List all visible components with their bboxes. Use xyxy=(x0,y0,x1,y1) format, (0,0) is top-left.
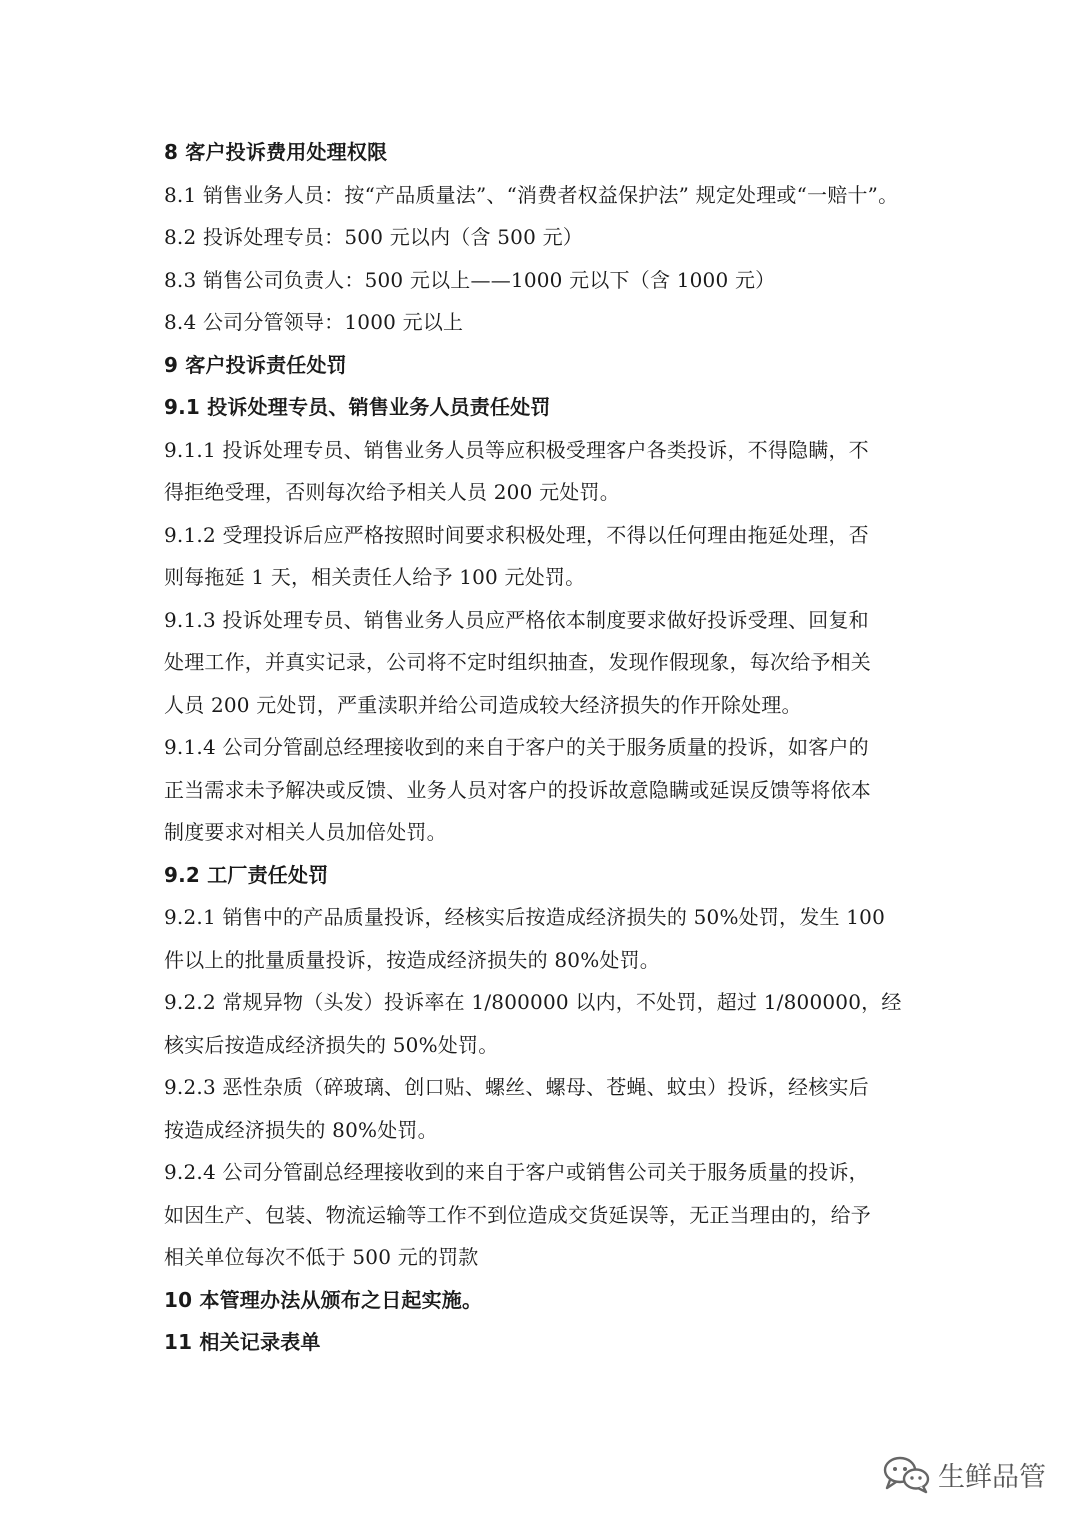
text-line: 8.1 销售业务人员：按“产品质量法”、“消费者权益保护法” 规定处理或“一赔十”。 xyxy=(164,182,899,207)
wechat-icon xyxy=(880,1452,932,1496)
text-line: 9.1.4 公司分管副总经理接收到的来自于客户的关于服务质量的投诉，如客户的 xyxy=(164,735,869,759)
text-line: 9.1.2 受理投诉后应严格按照时间要求积极处理，不得以任何理由拖延处理，否 xyxy=(164,522,869,547)
section-heading: 9.1 投诉处理专员、销售业务人员责任处罚 xyxy=(164,395,551,419)
watermark-text: 生鲜品管 xyxy=(938,1461,1046,1493)
text-line: 则每拖延 1 天，相关责任人给予 100 元处罚。 xyxy=(164,565,586,589)
watermark xyxy=(880,1452,1046,1496)
text-line: 核实后按造成经济损失的 50%处罚。 xyxy=(164,1032,499,1057)
document-body xyxy=(164,131,920,1364)
text-line: 9.2.3 恶性杂质（碎玻璃、创口贴、螺丝、螺母、苍蝇、蚊虫）投诉，经核实后 xyxy=(164,1075,869,1099)
text-line: 8.4 公司分管领导：1000 元以上 xyxy=(164,310,464,334)
text-line: 8.2 投诉处理专员：500 元以内（含 500 元） xyxy=(164,225,583,249)
section-heading: 11 相关记录表单 xyxy=(164,1330,321,1354)
text-line: 相关单位每次不低于 500 元的罚款 xyxy=(164,1245,479,1269)
text-line: 如因生产、包装、物流运输等工作不到位造成交货延误等，无正当理由的，给予 xyxy=(164,1202,871,1227)
section-heading: 9.2 工厂责任处罚 xyxy=(164,862,329,887)
text-line: 件以上的批量质量投诉，按造成经济损失的 80%处罚。 xyxy=(164,947,661,972)
text-line: 处理工作，并真实记录，公司将不定时组织抽查，发现作假现象，每次给予相关 xyxy=(164,650,871,674)
section-heading: 10 本管理办法从颁布之日起实施。 xyxy=(164,1287,483,1312)
text-line: 9.1.3 投诉处理专员、销售业务人员应严格依本制度要求做好投诉受理、回复和 xyxy=(164,607,869,632)
text-line: 9.2.4 公司分管副总经理接收到的来自于客户或销售公司关于服务质量的投诉， xyxy=(164,1160,869,1184)
text-line: 9.2.2 常规异物（头发）投诉率在 1/800000 以内，不处罚，超过 1/800000，经 xyxy=(164,990,902,1014)
text-line: 按造成经济损失的 80%处罚。 xyxy=(164,1117,438,1142)
text-line: 人员 200 元处罚，严重渎职并给公司造成较大经济损失的作开除处理。 xyxy=(164,692,802,717)
section-heading: 9 客户投诉责任处罚 xyxy=(164,352,347,377)
text-line: 8.3 销售公司负责人：500 元以上——1000 元以下（含 1000 元） xyxy=(164,267,776,292)
text-line: 9.1.1 投诉处理专员、销售业务人员等应积极受理客户各类投诉，不得隐瞒，不 xyxy=(164,437,869,462)
text-line: 得拒绝受理，否则每次给予相关人员 200 元处罚。 xyxy=(164,480,620,504)
text-line: 制度要求对相关人员加倍处罚。 xyxy=(164,820,447,844)
text-line: 正当需求未予解决或反馈、业务人员对客户的投诉故意隐瞒或延误反馈等将依本 xyxy=(164,777,871,802)
text-line: 9.2.1 销售中的产品质量投诉，经核实后按造成经济损失的 50%处罚，发生 100 xyxy=(164,905,885,929)
section-heading: 8 客户投诉费用处理权限 xyxy=(164,140,388,164)
